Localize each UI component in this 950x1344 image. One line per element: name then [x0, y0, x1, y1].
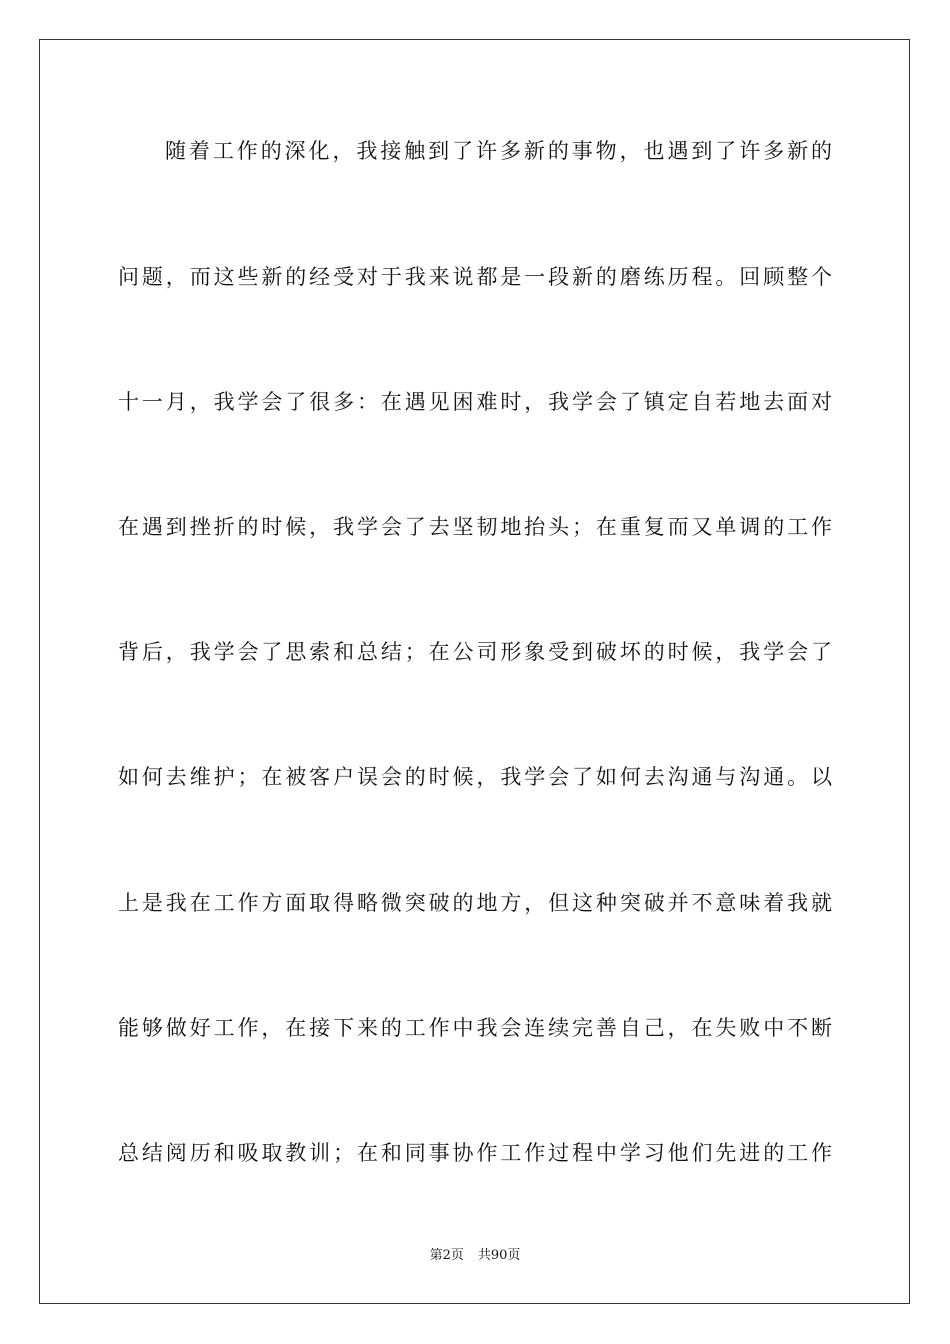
paragraph-line-2: 问题，而这些新的经受对于我来说都是一段新的磨练历程。回顾整个 — [118, 265, 832, 289]
total-page-count: 共90页 — [477, 1248, 521, 1263]
paragraph-line-1: 随着工作的深化，我接触到了许多新的事物，也遇到了许多新的 — [165, 139, 832, 163]
paragraph-line-8: 能够做好工作，在接下来的工作中我会连续完善自己，在失败中不断 — [118, 1016, 832, 1040]
paragraph-line-6: 如何去维护；在被客户误会的时候，我学会了如何去沟通与沟通。以 — [118, 765, 832, 789]
paragraph-line-5: 背后，我学会了思索和总结；在公司形象受到破坏的时候，我学会了 — [118, 640, 832, 664]
paragraph-line-9: 总结阅历和吸取教训；在和同事协作工作过程中学习他们先进的工作 — [118, 1141, 832, 1165]
paragraph-line-4: 在遇到挫折的时候，我学会了去坚韧地抬头；在重复而又单调的工作 — [118, 515, 832, 539]
page-footer — [0, 1246, 950, 1266]
current-page-number: 第2页 — [429, 1248, 464, 1263]
paragraph-line-7: 上是我在工作方面取得略微突破的地方，但这种突破并不意味着我就 — [118, 891, 832, 915]
page-border — [39, 39, 910, 1304]
paragraph-line-3: 十一月，我学会了很多：在遇见困难时，我学会了镇定自若地去面对 — [118, 390, 832, 414]
